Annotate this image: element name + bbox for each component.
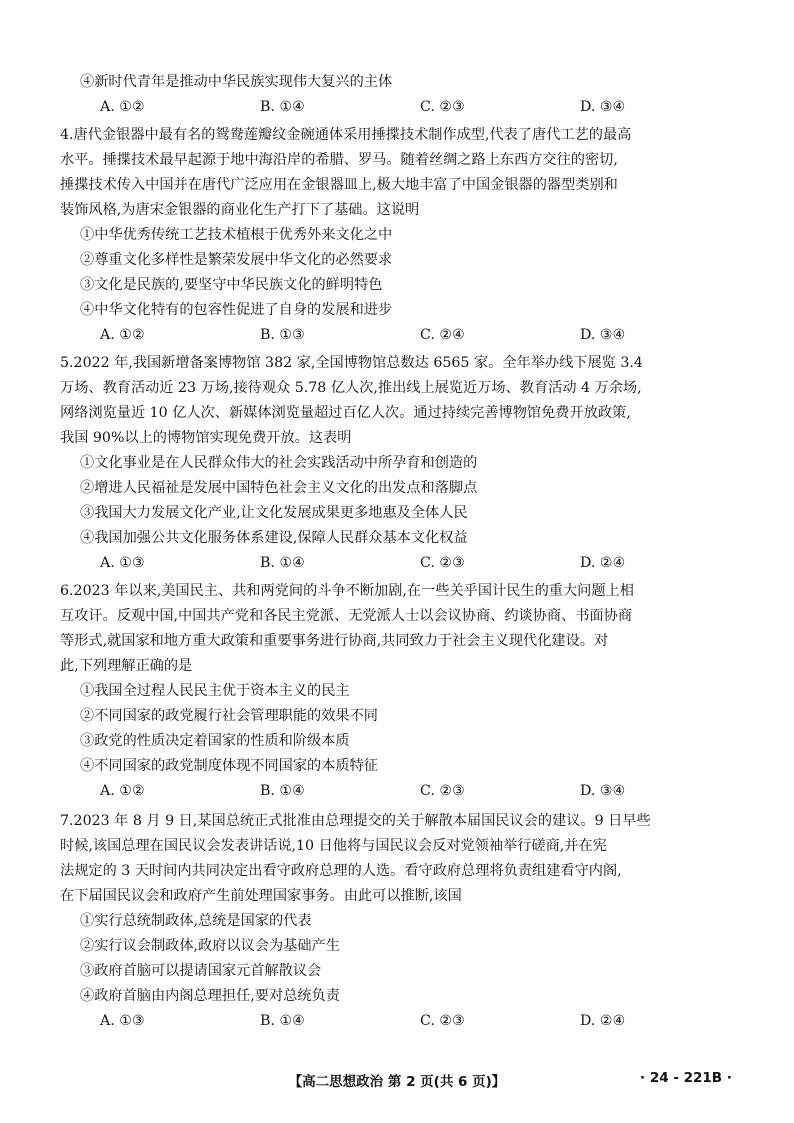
question-stem-line: 7.2023 年 8 月 9 日,某国总统正式批准由总理提交的关于解散本届国民议会的建议。9 日早些 xyxy=(60,813,651,829)
statement: ③政党的性质决定着国家的性质和阶级本质 xyxy=(80,733,350,749)
question-stem-line: 法规定的 3 天时间内共同决定出看守政府总理的人选。看守政府总理将负责组建看守内阁, xyxy=(60,863,622,879)
statement: ④不同国家的政党制度体现不同国家的本质特征 xyxy=(80,758,378,774)
option-c: C. ②④ xyxy=(420,327,465,343)
answer-options xyxy=(100,97,740,117)
option-b: B. ①④ xyxy=(260,99,305,115)
option-a: A. ①② xyxy=(100,99,145,115)
question-stem-line: 捶揲技术传入中国并在唐代广泛应用在金银器皿上,极大地丰富了中国金银器的器型类别和 xyxy=(60,177,618,193)
answer-options xyxy=(100,1011,740,1031)
option-a: A. ①② xyxy=(100,327,145,343)
statement: ④中华文化特有的包容性促进了自身的发展和进步 xyxy=(80,302,393,318)
option-b: B. ①④ xyxy=(260,1013,305,1029)
option-c: C. ②③ xyxy=(420,99,465,115)
question-stem-line: 时候,该国总理在国民议会发表讲话说,10 日他将与国民议会反对党领袖举行磋商,并在宪 xyxy=(60,838,607,854)
option-c: C. ②③ xyxy=(420,783,465,799)
statement: ②尊重文化多样性是繁荣发展中华文化的必然要求 xyxy=(80,252,393,268)
question-stem-line: 此,下列理解正确的是 xyxy=(60,658,193,674)
option-c: C. ②③ xyxy=(420,1013,465,1029)
question-stem-line: 网络浏览量近 10 亿人次、新媒体浏览量超过百亿人次。通过持续完善博物馆免费开放政策, xyxy=(60,405,631,421)
option-a: A. ①③ xyxy=(100,555,145,571)
option-d: D. ③④ xyxy=(580,783,626,799)
question-stem-line: 万场、教育活动近 23 万场,接待观众 5.78 亿人次,推出线上展览近万场、教育活动 4 万余场, xyxy=(60,380,642,396)
option-d: D. ③④ xyxy=(580,99,626,115)
question-stem-line: 在下届国民议会和政府产生前处理国家事务。由此可以推断,该国 xyxy=(60,888,462,904)
question-stem-line: 水平。捶揲技术最早起源于地中海沿岸的希腊、罗马。随着丝绸之路上东西方交往的密切, xyxy=(60,152,618,168)
question-stem-line: 我国 90%以上的博物馆实现免费开放。这表明 xyxy=(60,430,352,446)
statement: ③政府首脑可以提请国家元首解散议会 xyxy=(80,963,322,979)
statement: ④我国加强公共文化服务体系建设,保障人民群众基本文化权益 xyxy=(80,530,468,546)
statement: ④政府首脑由内阁总理担任,要对总统负责 xyxy=(80,988,340,1004)
question-stem-line: 5.2022 年,我国新增备案博物馆 382 家,全国博物馆总数达 6565 家。全年举办线下展览 3.4 xyxy=(60,355,643,371)
statement: ①我国全过程人民民主优于资本主义的民主 xyxy=(80,683,350,699)
answer-options xyxy=(100,325,740,345)
question-stem-line: 6.2023 年以来,美国民主、共和两党间的斗争不断加剧,在一些关乎国计民生的重大问题上相 xyxy=(60,583,634,599)
statement: ④新时代青年是推动中华民族实现伟大复兴的主体 xyxy=(80,74,393,90)
exam-code: · 24 - 221B · xyxy=(640,1070,732,1086)
option-d: D. ②④ xyxy=(580,1013,626,1029)
question-stem-line: 等形式,就国家和地方重大政策和重要事务进行协商,共同致力于社会主义现代化建设。对 xyxy=(60,633,609,649)
statement: ②实行议会制政体,政府以议会为基础产生 xyxy=(80,938,340,954)
option-b: B. ①④ xyxy=(260,783,305,799)
option-b: B. ①④ xyxy=(260,555,305,571)
question-stem-line: 互攻讦。反观中国,中国共产党和各民主党派、无党派人士以会议协商、约谈协商、书面协商 xyxy=(60,608,633,624)
statement: ②不同国家的政党履行社会管理职能的效果不同 xyxy=(80,708,378,724)
statement: ①中华优秀传统工艺技术植根于优秀外来文化之中 xyxy=(80,227,393,243)
option-b: B. ①③ xyxy=(260,327,305,343)
option-d: D. ②④ xyxy=(580,555,626,571)
answer-options xyxy=(100,553,740,573)
answer-options xyxy=(100,781,740,801)
page-footer: 【高二思想政治 第 2 页(共 6 页)】 xyxy=(288,1074,506,1090)
statement: ②增进人民福祉是发展中国特色社会主义文化的出发点和落脚点 xyxy=(80,480,478,496)
question-stem-line: 4.唐代金银器中最有名的鸳鸯莲瓣纹金碗通体采用捶揲技术制作成型,代表了唐代工艺的最高 xyxy=(60,127,632,143)
statement: ①实行总统制政体,总统是国家的代表 xyxy=(80,913,312,929)
option-d: D. ③④ xyxy=(580,327,626,343)
question-stem-line: 装饰风格,为唐宋金银器的商业化生产打下了基础。这说明 xyxy=(60,202,420,218)
statement: ①文化事业是在人民群众伟大的社会实践活动中所孕育和创造的 xyxy=(80,455,478,471)
option-a: A. ①② xyxy=(100,783,145,799)
statement: ③文化是民族的,要坚守中华民族文化的鲜明特色 xyxy=(80,277,383,293)
statement: ③我国大力发展文化产业,让文化发展成果更多地惠及全体人民 xyxy=(80,505,468,521)
option-c: C. ②③ xyxy=(420,555,465,571)
option-a: A. ①③ xyxy=(100,1013,145,1029)
